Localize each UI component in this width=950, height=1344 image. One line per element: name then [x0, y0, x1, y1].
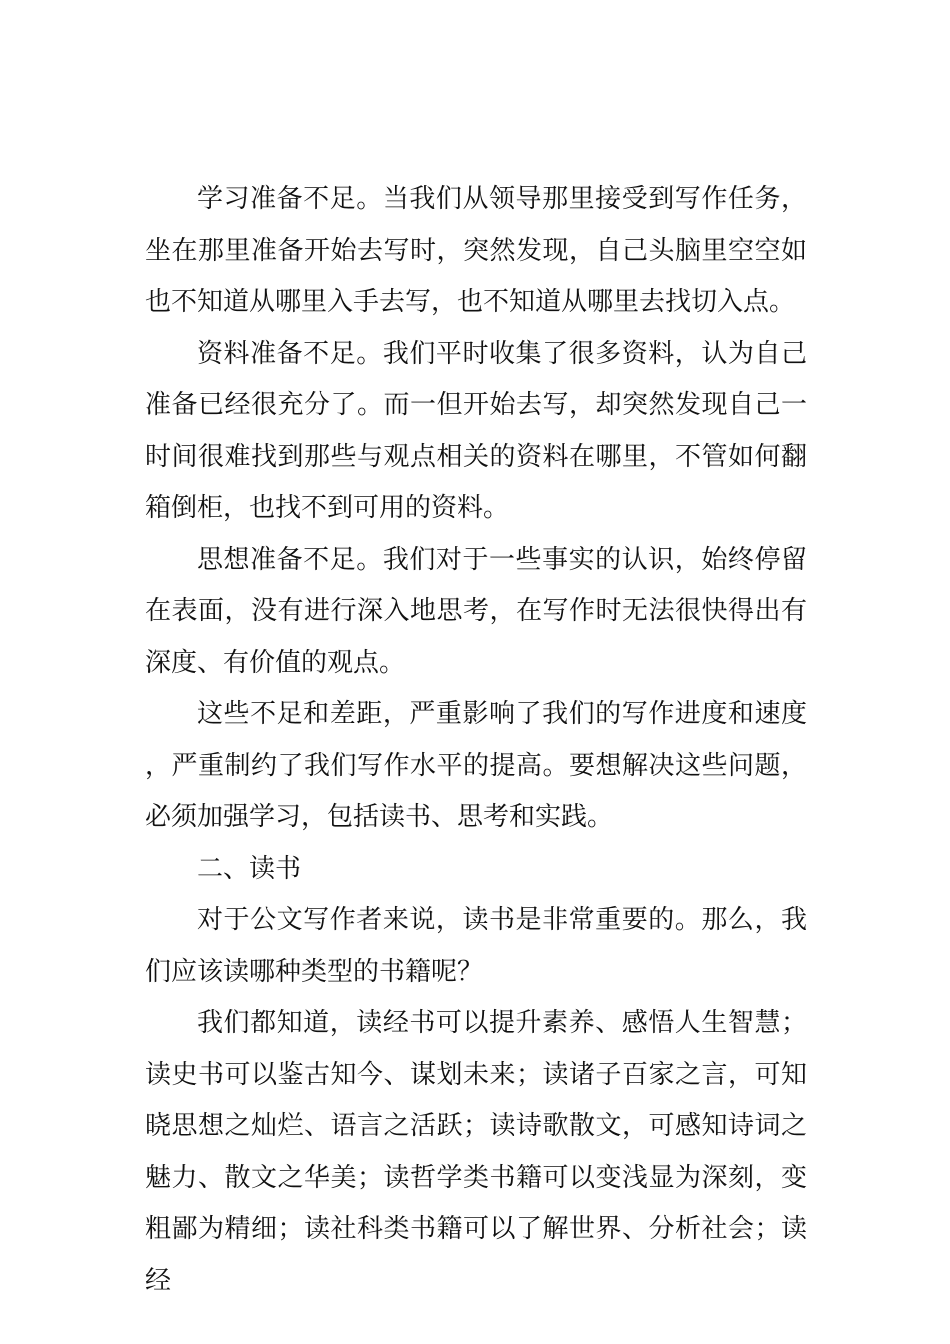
document-body: [145, 174, 807, 1307]
paragraph-study-preparation: 学习准备不足。当我们从领导那里接受到写作任务，坐在那里准备开始去写时，突然发现，自己头脑里空空如也不知道从哪里入手去写，也不知道从哪里去找切入点。: [145, 184, 807, 317]
paragraph-gaps-summary: 这些不足和差距，严重影响了我们的写作进度和速度，严重制约了我们写作水平的提高。要想解决这些问题，必须加强学习，包括读书、思考和实践。: [145, 699, 807, 832]
section-heading-reading: 二、读书: [197, 853, 302, 884]
paragraph-material-preparation: 资料准备不足。我们平时收集了很多资料，认为自己准备已经很充分了。而一但开始去写，却突然发现自己一时间很难找到那些与观点相关的资料在哪里，不管如何翻箱倒柜，也找不到可用的资料。: [145, 338, 807, 523]
paragraph-reading-importance: 对于公文写作者来说，读书是非常重要的。那么，我们应该读哪种类型的书籍呢？: [145, 905, 807, 987]
paragraph-reading-types: 我们都知道，读经书可以提升素养、感悟人生智慧；读史书可以鉴古知今、谋划未来；读诸子百家之言，可知晓思想之灿烂、语言之活跃；读诗歌散文，可感知诗词之魅力、散文之华美；读哲学类书籍可以变浅显为深刻，变粗鄙为精细；读社科类书籍可以了解世界、分析社会；读经: [145, 1008, 807, 1296]
paragraph-thought-preparation: 思想准备不足。我们对于一些事实的认识，始终停留在表面，没有进行深入地思考，在写作时无法很快得出有深度、有价值的观点。: [145, 544, 807, 678]
